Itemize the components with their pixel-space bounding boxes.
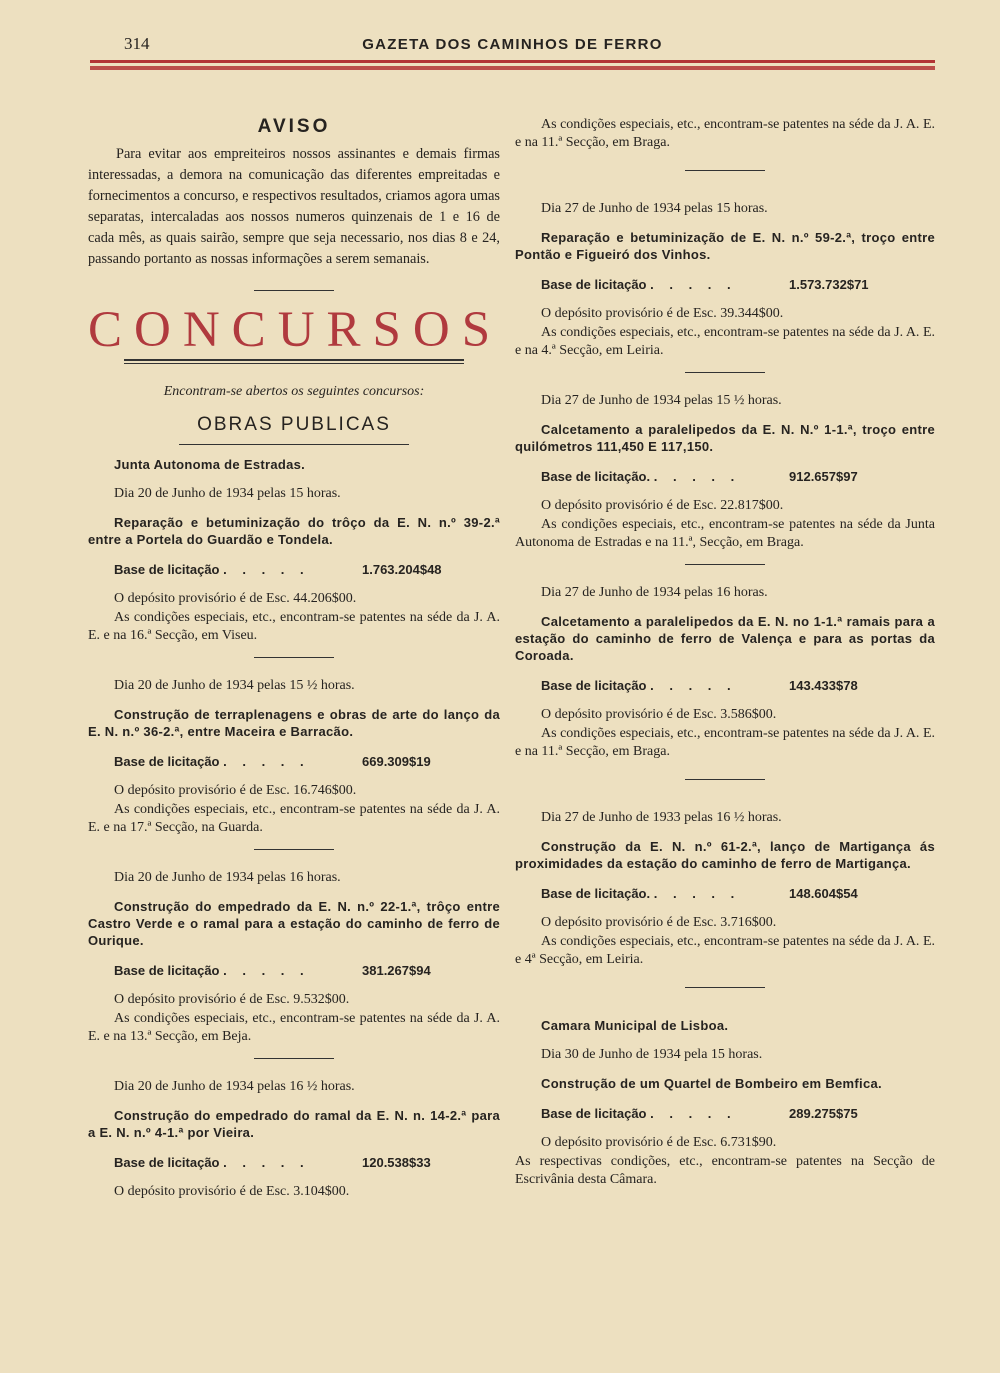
tender-work: Calcetamento a paralelipedos da E. N. N.º 1-1.ª, troço entre quilómetros 111,450 E 117,150.: [515, 422, 935, 454]
divider: [254, 849, 334, 850]
divider: [254, 290, 334, 291]
tender-conditions: As condições especiais, etc., encontram-se patentes na séde da J. A. E. e na 17.ª Secção, na Guarda.: [88, 802, 500, 835]
tender-work: Reparação e betuminização de E. N. n.º 59-2.ª, troço entre Pontão e Figueiró dos Vinhos.: [515, 230, 935, 262]
tender-item: [88, 486, 500, 645]
base-label: Base de licitação . . . . .: [114, 1155, 310, 1170]
tender-conditions: As condições especiais, etc., encontram-se patentes na séde da J. A. E. e 4ª Secção, em Leiria.: [515, 934, 935, 967]
base-value: 381.267$94: [362, 963, 431, 978]
tender-date: Dia 30 de Junho de 1934 pela 15 horas.: [541, 1047, 763, 1062]
tender-work: Construção da E. N. n.º 61-2.ª, lanço de Martigança ás proximidades da estação do caminho de ferro de Martigança.: [515, 839, 935, 871]
tender-work: Construção do empedrado do ramal da E. N. n. 14-2.ª para a E. N. n.º 4-1.ª por Vieira.: [88, 1108, 500, 1140]
base-label: Base de licitação . . . . .: [541, 277, 737, 292]
base-price: [114, 963, 500, 978]
aviso-title: AVISO: [257, 116, 331, 137]
page-number: 314: [124, 34, 150, 53]
tender-work: Construção de terraplenagens e obras de arte do lanço da E. N. n.º 36-2.ª, entre Maceira e Barracão.: [88, 707, 500, 739]
tender-deposit: O depósito provisório é de Esc. 3.716$00.: [541, 915, 777, 930]
tender-item: [515, 201, 935, 360]
base-label: Base de licitação . . . . .: [541, 678, 737, 693]
base-label: Base de licitação. . . . . .: [541, 469, 741, 484]
entity-heading: Camara Municipal de Lisboa.: [541, 1018, 729, 1033]
double-divider: [124, 359, 464, 364]
base-price: [541, 469, 935, 484]
section-rule: [179, 444, 409, 445]
page-header: [90, 34, 935, 58]
divider: [254, 1058, 334, 1059]
base-value: 1.763.204$48: [362, 562, 442, 577]
tender-deposit: O depósito provisório é de Esc. 44.206$00.: [114, 591, 357, 606]
divider: [685, 372, 765, 373]
base-value: 669.309$19: [362, 754, 431, 769]
concursos-title: CONCURSOS: [88, 302, 503, 358]
tender-conditions: As condições especiais, etc., encontram-se patentes na séde da J. A. E. e na 4.ª Secção, em Leiria.: [515, 325, 935, 358]
base-label: Base de licitação . . . . .: [114, 562, 310, 577]
tender-date: Dia 27 de Junho de 1934 pelas 15 ½ horas.: [541, 393, 782, 408]
tender-date: Dia 20 de Junho de 1934 pelas 16 horas.: [114, 870, 341, 885]
tender-deposit: O depósito provisório é de Esc. 16.746$00.: [114, 783, 357, 798]
tender-conditions: As condições especiais, etc., encontram-se patentes na séde da Junta Autonoma de Estradas e na 11.ª, Secção, em Braga.: [515, 517, 935, 550]
tender-item: [515, 393, 935, 552]
section-title: OBRAS PUBLICAS: [197, 414, 391, 435]
publication-title: GAZETA DOS CAMINHOS DE FERRO: [362, 36, 663, 53]
tender-deposit: O depósito provisório é de Esc. 3.586$00.: [541, 707, 777, 722]
tender-deposit: O depósito provisório é de Esc. 3.104$00.: [114, 1184, 350, 1199]
tender-conditions: As condições especiais, etc., encontram-se patentes na séde da J. A. E. e na 16.ª Secção, em Viseu.: [88, 610, 500, 643]
divider: [254, 657, 334, 658]
base-value: 120.538$33: [362, 1155, 431, 1170]
tender-item: [515, 585, 935, 761]
tender-item: [88, 870, 500, 1046]
base-price: [541, 1106, 935, 1121]
base-price: [541, 678, 935, 693]
base-value: 289.275$75: [789, 1106, 858, 1121]
tender-conditions: As condições especiais, etc., encontram-se patentes na séde da J. A. E. e na 11.ª Secção, em Braga.: [515, 726, 935, 759]
base-price: [114, 1155, 500, 1170]
divider: [685, 170, 765, 171]
divider: [685, 987, 765, 988]
tender-item: [88, 678, 500, 837]
base-price: [114, 754, 500, 769]
base-price: [114, 562, 500, 577]
tender-item: [515, 1047, 935, 1189]
tender-date: Dia 27 de Junho de 1934 pelas 16 horas.: [541, 585, 768, 600]
base-value: 912.657$97: [789, 469, 858, 484]
tender-date: Dia 20 de Junho de 1934 pelas 15 horas.: [114, 486, 341, 501]
tender-deposit: O depósito provisório é de Esc. 9.532$00.: [114, 992, 350, 1007]
base-value: 143.433$78: [789, 678, 858, 693]
left-column: [88, 110, 503, 1202]
base-label: Base de licitação . . . . .: [114, 963, 310, 978]
base-label: Base de licitação . . . . .: [541, 1106, 737, 1121]
right-column: [515, 116, 935, 1189]
divider: [685, 564, 765, 565]
header-rule: [90, 60, 935, 63]
divider: [685, 779, 765, 780]
tender-date: Dia 27 de Junho de 1934 pelas 15 horas.: [541, 201, 768, 216]
concursos-intro: Encontram-se abertos os seguintes concursos:: [163, 384, 425, 399]
tender-date: Dia 27 de Junho de 1933 pelas 16 ½ horas.: [541, 810, 782, 825]
base-label: Base de licitação. . . . . .: [541, 886, 741, 901]
base-price: [541, 277, 935, 292]
base-value: 1.573.732$71: [789, 277, 869, 292]
tender-work: Calcetamento a paralelipedos da E. N. no 1-1.ª ramais para a estação do caminho de ferro de Valença e para as portas da Coroada.: [515, 614, 935, 663]
tender-conditions: As condições especiais, etc., encontram-se patentes na séde da J. A. E. e na 11.ª Secção, em Braga.: [515, 117, 935, 150]
tender-work: Construção de um Quartel de Bombeiro em Bemfica.: [541, 1076, 882, 1091]
base-value: 148.604$54: [789, 886, 858, 901]
tender-deposit: O depósito provisório é de Esc. 39.344$00.: [541, 306, 784, 321]
tender-item: [88, 1079, 500, 1200]
tender-deposit: O depósito provisório é de Esc. 6.731$90.: [541, 1135, 777, 1150]
base-price: [541, 886, 935, 901]
tender-work: Construção do empedrado da E. N. n.º 22-1.ª, trôço entre Castro Verde e o ramal para a estação do caminho de ferro de Ourique.: [88, 899, 500, 948]
base-label: Base de licitação . . . . .: [114, 754, 310, 769]
tender-deposit: O depósito provisório é de Esc. 22.817$00.: [541, 498, 784, 513]
tender-work: Reparação e betuminização do trôço da E. N. n.º 39-2.ª entre a Portela do Guardão e Tondela.: [88, 515, 500, 547]
tender-date: Dia 20 de Junho de 1934 pelas 16 ½ horas.: [114, 1079, 355, 1094]
aviso-body: Para evitar aos empreiteiros nossos assinantes e demais firmas interessadas, a demora na comunicação das diferentes empreitadas e fornecimentos a concurso, e respectivos resultados, criamos agora umas separatas, intercaladas aos nossos numeros quinzenais de 1 e 16 de cada mês, as quais sairão, sempre que seja necessario, nos dias 8 e 24, passando portanto as nossas informações a serem semanais.: [88, 146, 500, 267]
header-rule-thin: [90, 66, 935, 70]
tender-date: Dia 20 de Junho de 1934 pelas 15 ½ horas.: [114, 678, 355, 693]
entity-heading: Junta Autonoma de Estradas.: [114, 457, 306, 472]
tender-item: [515, 810, 935, 969]
tender-conditions: As condições especiais, etc., encontram-se patentes na séde da J. A. E. e na 13.ª Secção, em Beja.: [88, 1011, 500, 1044]
tender-conditions: As respectivas condições, etc., encontram-se patentes na Secção de Escrivânia desta Câmara.: [515, 1154, 935, 1187]
